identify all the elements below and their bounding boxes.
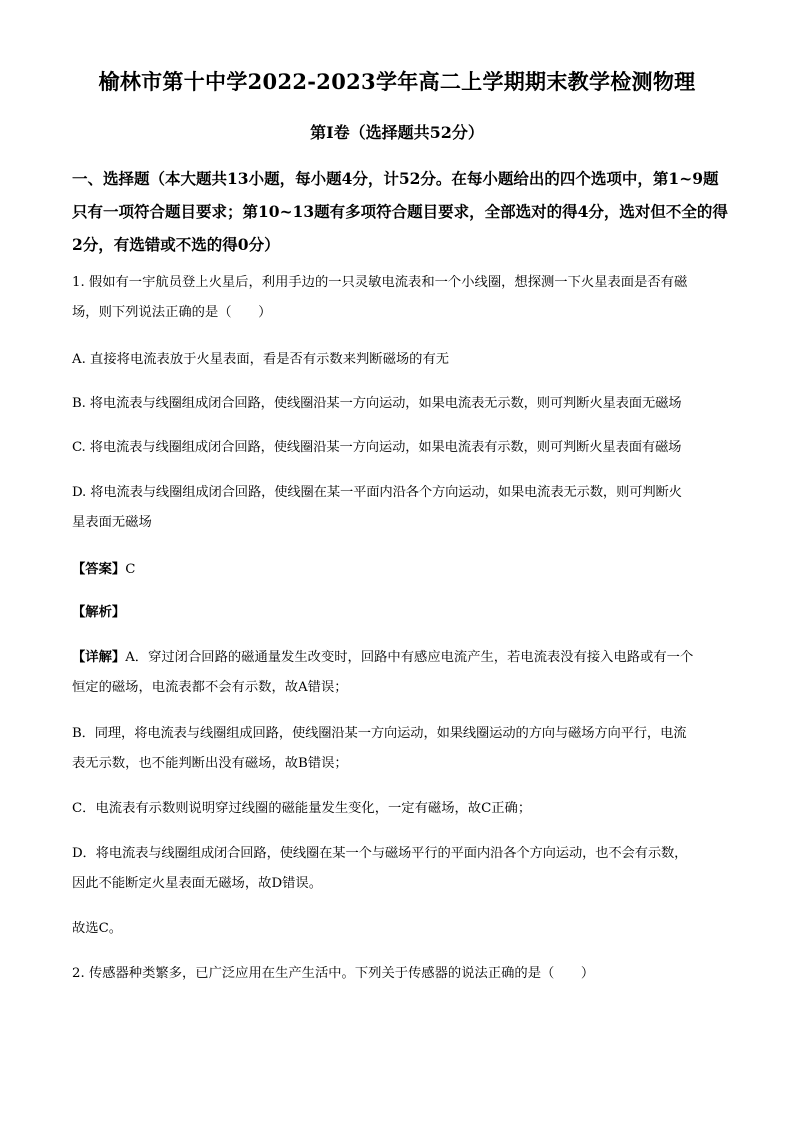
question-1-stem-line-2: 场，则下列说法正确的是（ ） (72, 305, 272, 320)
detail-c-line-1: C．电流表有示数则说明穿过线圈的磁能量发生变化，一定有磁场，故C正确； (72, 801, 532, 816)
analysis-tag: 【解析】 (72, 605, 126, 620)
question-2-stem-line-1: 2. 传感器种类繁多，已广泛应用在生产生活中。下列关于传感器的说法正确的是（ ） (72, 966, 595, 981)
section-instructions: 一、选择题（本大题共13小题，每小题4分，计52分。在每小题给出的四个选项中，第1~9题只有一项符合题目要求；第10~13题有多项符合题目要求，全部选对的得4分，选对但不全的得2分，有选错或不选的得0分） (72, 169, 728, 254)
detail-b-line-2: 表无示数，也不能判断出没有磁场，故B错误； (72, 756, 348, 771)
document-title: 榆林市第十中学2022-2023学年高二上学期期末教学检测物理 (98, 69, 696, 94)
question-1-option-b: B. 将电流表与线圈组成闭合回路，使线圈沿某一方向运动，如果电流表无示数，则可判断火星表面无磁场 (72, 396, 682, 411)
detail-a-text: A．穿过闭合回路的磁通量发生改变时，回路中有感应电流产生，若电流表没有接入电路或有一个 (125, 650, 694, 665)
question-1-option-a: A. 直接将电流表放于火星表面，看是否有示数来判断磁场的有无 (72, 352, 450, 367)
question-1-stem-line-1: 1. 假如有一宇航员登上火星后，利用手边的一只灵敏电流表和一个小线圈，想探测一下火星表面是否有磁 (72, 275, 688, 290)
detail-b-line-1: B．同理，将电流表与线圈组成回路，使线圈沿某一方向运动，如果线圈运动的方向与磁场方向平行，电流 (72, 726, 687, 741)
detail-d-line-1: D．将电流表与线圈组成闭合回路，使线圈在某一个与磁场平行的平面内沿各个方向运动，也不会有示数， (72, 846, 688, 861)
detail-tag: 【详解】 (72, 650, 126, 665)
question-1-option-c: C. 将电流表与线圈组成闭合回路，使线圈沿某一方向运动，如果电流表有示数，则可判断火星表面有磁场 (72, 440, 682, 455)
detail-a-line-2: 恒定的磁场，电流表都不会有示数，故A错误； (72, 680, 348, 695)
answer-line (72, 560, 135, 580)
answer-tag: 【答案】 (72, 562, 126, 577)
question-1-option-d-line-2: 星表面无磁场 (72, 515, 152, 530)
detail-a-line-1 (72, 648, 693, 668)
question-1-option-d-line-1: D. 将电流表与线圈组成闭合回路，使线圈在某一平面内沿各个方向运动，如果电流表无示数，则可判断火 (72, 485, 682, 500)
detail-d-line-2: 因此不能断定火星表面无磁场，故D错误。 (72, 876, 323, 891)
part-heading: 第I卷（选择题共52分） (310, 123, 484, 142)
answer-value: C (125, 562, 136, 577)
conclusion: 故选C。 (72, 921, 123, 936)
